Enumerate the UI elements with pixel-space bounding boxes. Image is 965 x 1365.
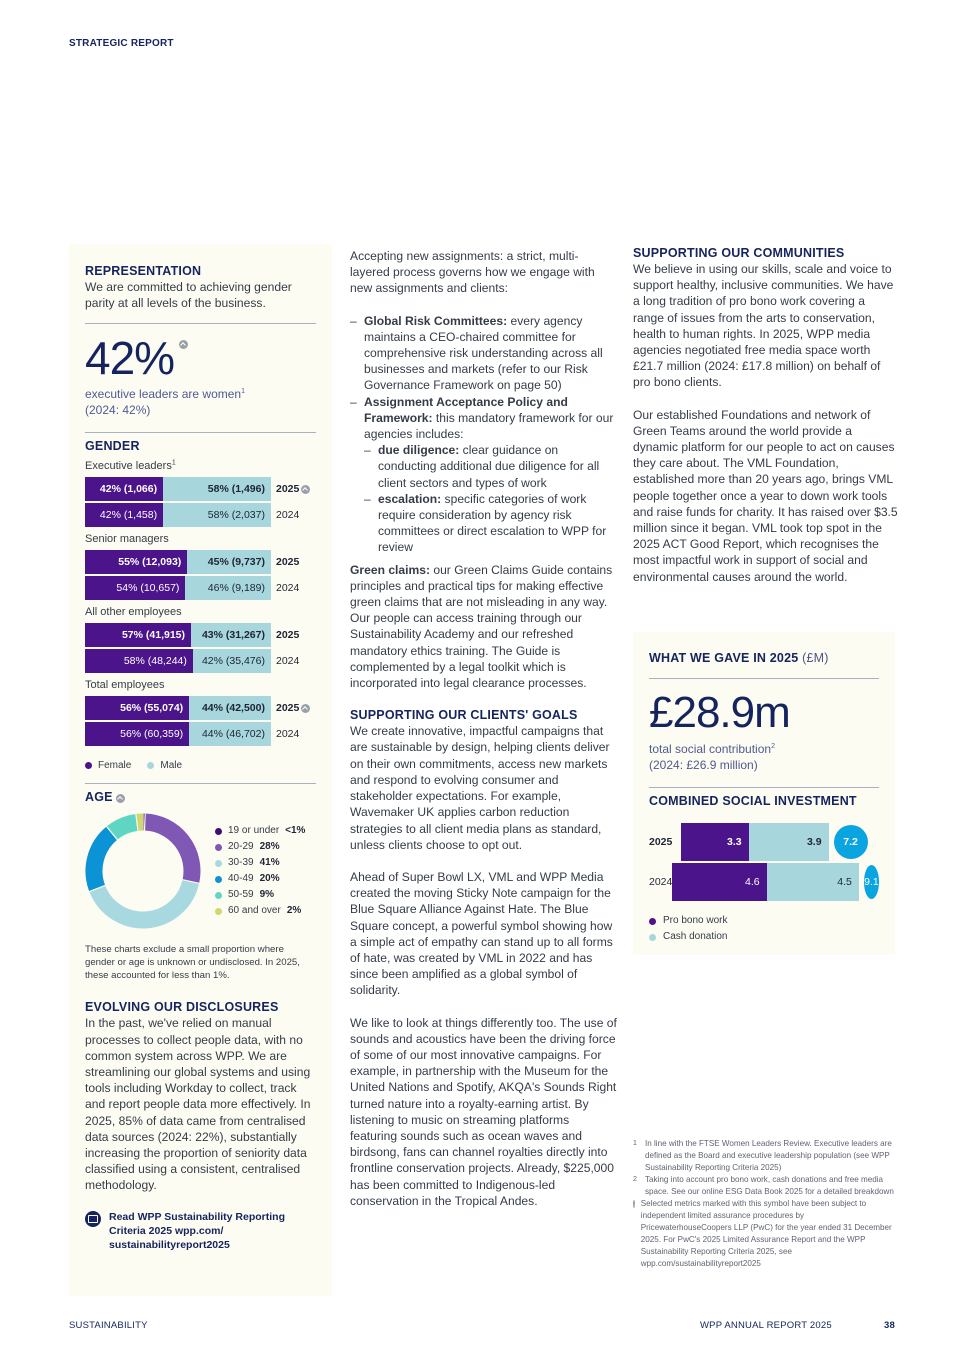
- assurance-icon: [301, 485, 310, 494]
- group-label-text: Total employees: [85, 679, 165, 692]
- assignment-list: [350, 313, 618, 556]
- bar-year: [276, 509, 299, 521]
- group-label: [85, 533, 316, 546]
- gender-bar-row: [85, 503, 316, 527]
- communities-heading: SUPPORTING OUR COMMUNITIES: [633, 246, 845, 260]
- female-bar: 42% (1,066): [85, 477, 163, 501]
- representation-intro: We are committed to achieving gender parity at all levels of the business.: [85, 280, 292, 311]
- female-bar: 58% (48,244): [85, 649, 193, 673]
- gender-bar-row: [85, 576, 316, 600]
- female-bar: 57% (41,915): [85, 623, 191, 647]
- year-label: 2025: [649, 836, 673, 848]
- year-label: 2025: [276, 556, 300, 569]
- age-legend-item: [215, 823, 305, 839]
- age-legend-item: [215, 839, 305, 855]
- bar-track: [672, 863, 859, 901]
- sub-list: [364, 442, 618, 555]
- gender-bar-row: [85, 550, 316, 574]
- item-title: due diligence:: [378, 443, 460, 458]
- age-value-label: 41%: [259, 857, 280, 869]
- total-contribution-value: £28.9m: [649, 688, 790, 737]
- representation-heading: REPRESENTATION: [85, 264, 202, 278]
- clients-heading: SUPPORTING OUR CLIENTS' GOALS: [350, 708, 578, 723]
- assurance-icon: [116, 794, 125, 803]
- what-we-gave-heading: [649, 651, 879, 666]
- green-claims-text: our Green Claims Guide contains principles and practical tips for making effective green claims that are not misleading in any way. Our people can access training through our Sustainability Academy and our refreshed mandatory ethics training. The Guide is complemented by a legal toolkit which is incorporated into legal clearance processes.: [350, 562, 613, 691]
- bar-track: [85, 649, 271, 673]
- group-label-text: All other employees: [85, 606, 182, 619]
- footnote-ref: 1: [241, 388, 245, 396]
- donut-slice-30-39: [97, 882, 191, 921]
- gender-heading: GENDER: [85, 439, 140, 454]
- age-range-label: 20-29: [228, 841, 254, 853]
- bar-track: [85, 722, 271, 746]
- age-value-label: 28%: [259, 841, 280, 853]
- legend-female: [85, 760, 131, 771]
- group-label: [85, 460, 316, 473]
- what-we-gave-panel: [633, 632, 895, 955]
- legend-swatch: [215, 860, 222, 867]
- list-item: [350, 394, 618, 556]
- footnote-text: Taking into account pro bono work, cash donations and free media space. See our online ESG Data Book 2025 for a detailed breakdown: [645, 1175, 894, 1196]
- sub-list-item: [364, 491, 618, 556]
- link-text[interactable]: Read WPP Sustainability Reporting Criteria 2025 wpp.com/ sustainabilityreport2025: [109, 1210, 285, 1251]
- divider: [85, 323, 316, 324]
- age-range-label: 50-59: [228, 889, 254, 901]
- item-title: escalation:: [378, 491, 442, 506]
- age-legend-item: [215, 871, 305, 887]
- list-item: [350, 313, 618, 394]
- bar-track: [85, 696, 271, 720]
- female-bar: 56% (60,359): [85, 722, 189, 746]
- footer-section: SUSTAINABILITY: [69, 1320, 148, 1331]
- bar-track: [85, 550, 271, 574]
- green-claims-title: Green claims:: [350, 562, 430, 577]
- footnote-text: In line with the FTSE Women Leaders Review. Executive leaders are defined as the Board and executive leadership population (see WPP Sustainability Reporting Criteria 2025): [645, 1139, 892, 1172]
- year-label: 2025: [276, 483, 300, 496]
- female-swatch: [85, 762, 92, 769]
- caption-text: executive leaders are women: [85, 387, 242, 402]
- age-heading-text: AGE: [85, 790, 113, 805]
- total-contribution-caption: [649, 741, 879, 773]
- bar-year: [276, 728, 299, 740]
- footnote-mark: 1: [633, 1140, 637, 1147]
- legend-label: Female: [98, 760, 132, 772]
- legend-label: Pro bono work: [663, 915, 728, 926]
- spacer: [350, 999, 618, 1015]
- item-text: every agency maintains a CEO-chaired committee for comprehensive risk understanding across all businesses and markets (refer to our Risk Governance Framework on page 50): [364, 313, 603, 393]
- item-text: clear guidance on conducting additional due diligence for all client sectors and types of work: [378, 443, 600, 490]
- middle-column: [350, 248, 618, 1209]
- item-text: this mandatory framework for our agencies includes:: [364, 410, 614, 442]
- legend-swatch: [215, 828, 222, 835]
- legend-swatch: [215, 844, 222, 851]
- prior-year-value: (2024: £26.9 million): [649, 758, 758, 772]
- gender-bar-row: [85, 696, 316, 720]
- bar-track: [85, 576, 271, 600]
- bar-track: [681, 823, 829, 861]
- disclosures-body: In the past, we've relied on manual processes to collect people data, with no common system across WPP. We are streamlining our global systems and using tools including Workday to collect, track and report people data more effectively. In 2025, 85% of data came from centralised data sources (2024: 22%), substantially increasing the proportion of seniority data classified using a consistent, centralised methodology.: [85, 1016, 311, 1193]
- total-badge: 9.1: [864, 865, 879, 899]
- section-label: STRATEGIC REPORT: [69, 38, 174, 49]
- exec-women-value: 42%: [85, 332, 175, 385]
- divider: [649, 787, 879, 788]
- spacer: [633, 391, 898, 407]
- age-range-label: 19 or under: [228, 825, 280, 837]
- spacer: [350, 853, 618, 869]
- gender-bar-row: [85, 477, 316, 501]
- item-title: Global Risk Committees:: [364, 313, 508, 328]
- assurance-icon: [633, 1200, 635, 1208]
- year-label: 2025: [276, 702, 300, 715]
- group-label: [85, 606, 316, 619]
- age-legend-item: [215, 887, 305, 903]
- social-investment-chart: [649, 823, 879, 901]
- age-range-label: 40-49: [228, 873, 254, 885]
- age-range-label: 30-39: [228, 857, 254, 869]
- heading-text: WHAT WE GAVE IN 2025: [649, 651, 799, 665]
- exec-women-stat: [85, 332, 175, 385]
- group-label-text: Senior managers: [85, 533, 169, 546]
- age-value-label: 2%: [286, 905, 302, 917]
- slice-separator: [145, 814, 146, 831]
- pro-bono-bar: 3.3: [681, 823, 749, 861]
- female-bar: 55% (12,093): [85, 550, 187, 574]
- donut-slice-20-29: [145, 822, 192, 881]
- age-value-label: <1%: [285, 825, 306, 837]
- legend-label: Male: [160, 760, 183, 772]
- age-value-label: 9%: [259, 889, 275, 901]
- year-label: 2025: [276, 629, 300, 642]
- divider: [649, 678, 879, 679]
- bar-year: [276, 556, 299, 568]
- assurance-icon: [179, 340, 188, 349]
- combined-heading: COMBINED SOCIAL INVESTMENT: [649, 794, 857, 808]
- age-legend-item: [215, 903, 305, 919]
- bar-track: [85, 503, 271, 527]
- assignments-intro: Accepting new assignments: a strict, multi-layered process governs how we engage with new assignments and clients:: [350, 249, 595, 296]
- female-bar: 54% (10,657): [85, 576, 185, 600]
- donut-slice-50-59: [112, 823, 137, 834]
- divider: [85, 432, 316, 433]
- bar-year: [276, 655, 299, 667]
- footnote-ref: 1: [171, 459, 176, 467]
- male-swatch: [147, 762, 154, 769]
- footnote: [633, 1198, 895, 1270]
- laptop-icon: [85, 1211, 101, 1227]
- age-legend: [215, 823, 305, 919]
- male-bar: 58% (2,037): [163, 503, 271, 527]
- male-bar: 42% (35,476): [193, 649, 271, 673]
- pro-bono-bar: 4.6: [672, 863, 766, 901]
- footnote-ref: 2: [771, 743, 775, 750]
- male-bar: 46% (9,189): [185, 576, 271, 600]
- group-label: [85, 679, 316, 692]
- legend-swatch: [215, 908, 222, 915]
- group-label-text: Executive leaders: [85, 460, 172, 473]
- green-claims-paragraph: [350, 562, 618, 692]
- bar-year: [276, 483, 310, 495]
- male-bar: 44% (42,500): [189, 696, 271, 720]
- super-bowl-paragraph: Ahead of Super Bowl LX, VML and WPP Media created the moving Sticky Note campaign for the Blue Square Alliance Against Hate. The Blue Square concept, a powerful symbol showing how a simple act of empathy can stand up to all forms of hate, was created by VML in 2022 and has since been amplified as a global symbol of solidarity.: [350, 869, 613, 998]
- legend-pro-bono: [649, 913, 879, 929]
- year-label: 2024: [276, 509, 300, 522]
- communities-paragraph-1: We believe in using our skills, scale and voice to support healthy, inclusive communities. We have a long tradition of pro bono work covering a range of issues from the arts to conservation, health to human rights. In 2025, WPP media agencies negotiated free media space worth £21.7 million (2024: £17.8 million) on behalf of pro bono clients.: [633, 262, 894, 390]
- age-donut: [85, 813, 201, 929]
- footnote-text: Selected metrics marked with this symbol have been subject to independent limited assurance procedures by PricewaterhouseCoopers LLP (PwC) for the year ended 31 December 2025. For PwC's 2025 Limited Assurance Report and the WPP Sustainability Reporting Criteria 2025, see wpp.com/sustainabilityreport2025: [640, 1199, 892, 1268]
- year-label: 2024: [276, 728, 300, 741]
- item-title: Assignment Acceptance Policy and Framework:: [364, 394, 568, 425]
- unit-label: (£M): [802, 651, 829, 665]
- caption-text: total social contribution: [649, 742, 772, 756]
- page-number: 38: [884, 1320, 895, 1331]
- footer-report-title: WPP ANNUAL REPORT 2025: [700, 1320, 832, 1331]
- reporting-criteria-link[interactable]: [85, 1210, 316, 1252]
- cash-donation-bar: 4.5: [767, 863, 859, 901]
- age-heading: [85, 790, 316, 805]
- footnotes: [633, 1138, 895, 1270]
- age-range-label: 60 and over: [228, 905, 281, 917]
- exec-women-caption: [85, 386, 316, 418]
- disclosures-heading: EVOLVING OUR DISCLOSURES: [85, 1000, 279, 1015]
- chart-note: These charts exclude a small proportion where gender or age is unknown or undisclosed. In 2025, these accounted for less than 1%.: [85, 944, 300, 982]
- gender-bar-row: [85, 649, 316, 673]
- gender-chart: [85, 460, 316, 746]
- footnote: [633, 1138, 895, 1174]
- communities-paragraph-2: Our established Foundations and network of Green Teams around the world provide a dynamic platform for our people to act on causes they care about. The VML Foundation, established more than 20 years ago, brings VML people together once a year to down work tools and raise funds for charity. It has raised over $3.5 million since it began. VML took top spot in the 2025 ACT Good Report, which recognises the most impactful work in support of social and environmental causes around the world.: [633, 407, 898, 584]
- bar-track: [85, 477, 271, 501]
- bar-year: [276, 629, 299, 641]
- male-bar: 58% (1,496): [163, 477, 271, 501]
- social-bar-row: [649, 863, 879, 901]
- year-label: 2024: [276, 582, 300, 595]
- sounds-right-paragraph: We like to look at things differently too. The use of sounds and acoustics have been the driving force of some of our most innovative campaigns. For example, in partnership with the Museum for the United Nations and Spotify, AKQA's Sounds Right turned nature into a royalty-earning artist. By listening to music on streaming platforms featuring sounds such as ocean waves and birdsong, fans can channel royalties directly into frontline conservation projects. Already, $225,000 has been committed to Indigenous-led conservation in the Tropical Andes.: [350, 1015, 617, 1208]
- representation-panel: [69, 244, 332, 1296]
- age-value-label: 20%: [259, 873, 280, 885]
- social-bar-row: [649, 823, 879, 861]
- prior-year-value: (2024: 42%): [85, 403, 151, 418]
- legend-swatch: [215, 892, 222, 899]
- cash-swatch: [649, 934, 656, 941]
- sub-list-item: [364, 442, 618, 491]
- female-bar: 42% (1,458): [85, 503, 163, 527]
- divider: [85, 783, 316, 784]
- male-bar: 44% (46,702): [189, 722, 271, 746]
- gender-bar-row: [85, 722, 316, 746]
- right-column: [633, 246, 898, 585]
- bar-year: [276, 702, 310, 714]
- footnote: [633, 1174, 895, 1198]
- cash-donation-bar: 3.9: [749, 823, 829, 861]
- age-chart: [85, 813, 316, 929]
- legend-cash: [649, 929, 879, 945]
- legend-label: Cash donation: [663, 931, 728, 942]
- total-badge: 7.2: [834, 825, 868, 859]
- gender-legend: [85, 760, 316, 771]
- bar-year: [276, 582, 299, 594]
- footnote-mark: 2: [633, 1176, 637, 1183]
- year-label: 2024: [276, 655, 300, 668]
- item-text: specific categories of work require consideration by agency risk committees or direct escalation to WPP for review: [378, 491, 607, 555]
- assurance-icon: [301, 704, 310, 713]
- donut-slice-40-49: [94, 834, 112, 889]
- pro-bono-swatch: [649, 918, 656, 925]
- age-legend-item: [215, 855, 305, 871]
- bar-track: [85, 623, 271, 647]
- male-bar: 43% (31,267): [191, 623, 271, 647]
- legend-male: [147, 760, 182, 771]
- gender-bar-row: [85, 623, 316, 647]
- female-bar: 56% (55,074): [85, 696, 189, 720]
- year-label: 2024: [649, 876, 673, 888]
- clients-paragraph: We create innovative, impactful campaigns that are sustainable by design, helping clients deliver on their own commitments, access new markets and respond to evolving consumer and stakeholder expectations. For example, Wavemaker UK applies carbon reduction strategies to all client media plans as standard, unless clients choose to opt out.: [350, 724, 610, 852]
- social-legend: [649, 913, 879, 945]
- male-bar: 45% (9,737): [187, 550, 271, 574]
- legend-swatch: [215, 876, 222, 883]
